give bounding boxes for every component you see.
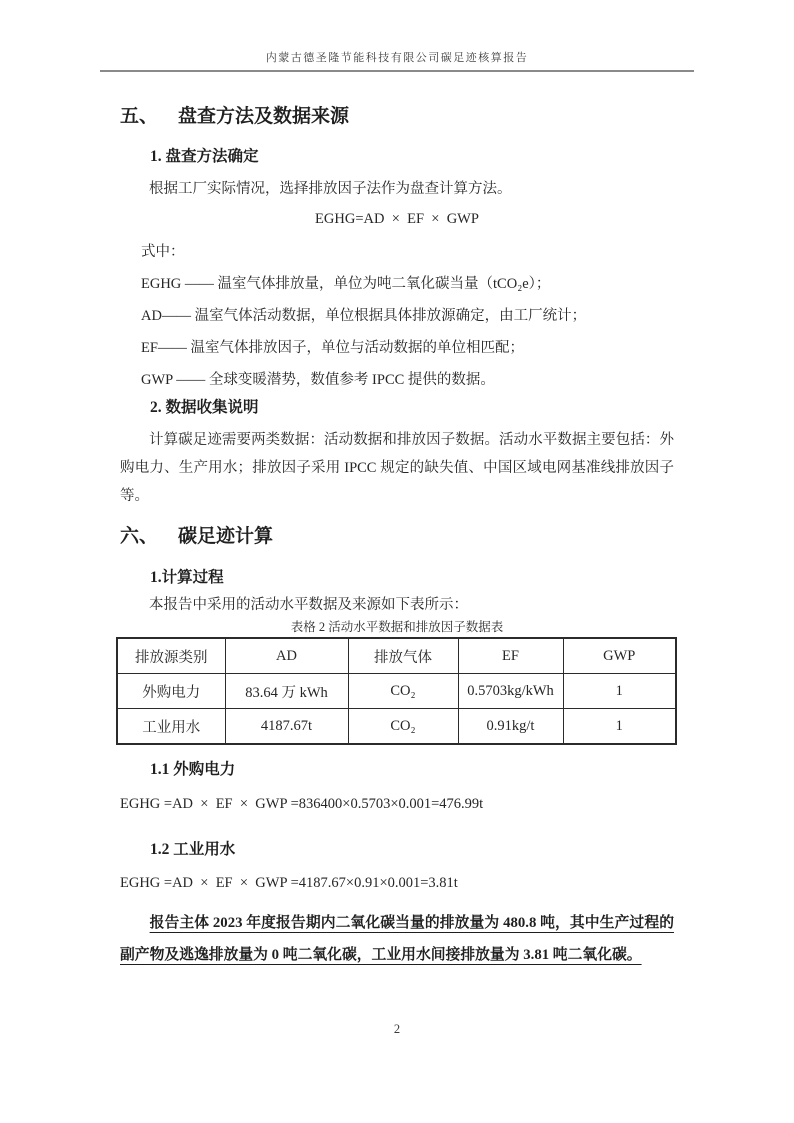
table-row-electricity: [117, 674, 676, 709]
table-header-gas: 排放气体: [348, 638, 458, 674]
table-cell: 外购电力: [117, 674, 225, 709]
header-title: 内蒙古德圣隆节能科技有限公司碳足迹核算报告: [265, 52, 529, 64]
table-header-row: [117, 638, 676, 674]
table-caption: 表格 2 活动水平数据和排放因子数据表: [290, 620, 504, 634]
conclusion-paragraph: 报告主体 2023 年度报告期内二氧化碳当量的排放量为 480.8 吨，其中生产过程的副产物及逃逸排放量为 0 吨二氧化碳，工业用水间接排放量为 3.81 吨二氧化碳。: [120, 915, 674, 963]
formula-water: EGHG =AD × EF × GWP =4187.67×0.91×0.001=3.81t: [120, 875, 458, 891]
formula-intro: 式中：: [141, 244, 185, 260]
table-cell: 0.91kg/t: [458, 709, 563, 745]
page-header: [100, 0, 694, 72]
table-cell: 83.64 万 kWh: [225, 674, 348, 709]
definition-gwp: GWP —— 全球变暖潜势，数值参考 IPCC 提供的数据。: [141, 372, 495, 388]
table-row-water: [117, 709, 676, 745]
section5-title: 盘查方法及数据来源: [178, 106, 350, 127]
table-cell: 0.5703kg/kWh: [458, 674, 563, 709]
table-header-source: 排放源类别: [117, 638, 225, 674]
section5-number: 五、: [120, 106, 159, 127]
page-number: 2: [393, 1022, 401, 1036]
data-collection-paragraph: 计算碳足迹需要两类数据：活动数据和排放因子数据。活动水平数据主要包括：外购电力、生产用水；排放因子采用 IPCC 规定的缺失值、中国区域电网基准线排放因子等。: [120, 432, 674, 504]
section5-heading: [120, 104, 674, 130]
main-formula: EGHG=AD × EF × GWP: [315, 211, 479, 227]
table-cell: 4187.67t: [225, 709, 348, 745]
section6-title: 碳足迹计算: [178, 526, 274, 547]
definition-eghg: EGHG —— 温室气体排放量，单位为吨二氧化碳当量（tCO₂e）；: [141, 276, 551, 292]
section6-sub11-heading: 1.1 外购电力: [150, 761, 236, 778]
table-header-gwp: GWP: [563, 638, 676, 674]
section5-sub1-heading: 1. 盘查方法确定: [150, 148, 259, 165]
definition-ad: AD—— 温室气体活动数据，单位根据具体排放源确定，由工厂统计；: [141, 308, 587, 324]
section6-sub12-heading: 1.2 工业用水: [150, 841, 236, 858]
table-cell: 1: [563, 709, 676, 745]
page-content: [120, 104, 674, 971]
section6-sub1-heading: 1.计算过程: [150, 569, 224, 586]
formula-electricity: EGHG =AD × EF × GWP =836400×0.5703×0.001=476.99t: [120, 796, 484, 812]
table-cell: CO₂: [348, 709, 458, 745]
section6-heading: [120, 524, 674, 550]
method-paragraph: 根据工厂实际情况，选择排放因子法作为盘查计算方法。: [149, 181, 512, 197]
table-cell: 1: [563, 674, 676, 709]
table-cell: CO₂: [348, 674, 458, 709]
definition-ef: EF—— 温室气体排放因子，单位与活动数据的单位相匹配；: [141, 340, 525, 356]
section6-number: 六、: [120, 526, 159, 547]
table-intro-paragraph: 本报告中采用的活动水平数据及来源如下表所示：: [149, 597, 468, 613]
table-header-ad: AD: [225, 638, 348, 674]
section5-sub2-heading: 2. 数据收集说明: [150, 399, 259, 416]
activity-data-table: [116, 637, 677, 745]
table-header-ef: EF: [458, 638, 563, 674]
table-cell: 工业用水: [117, 709, 225, 745]
